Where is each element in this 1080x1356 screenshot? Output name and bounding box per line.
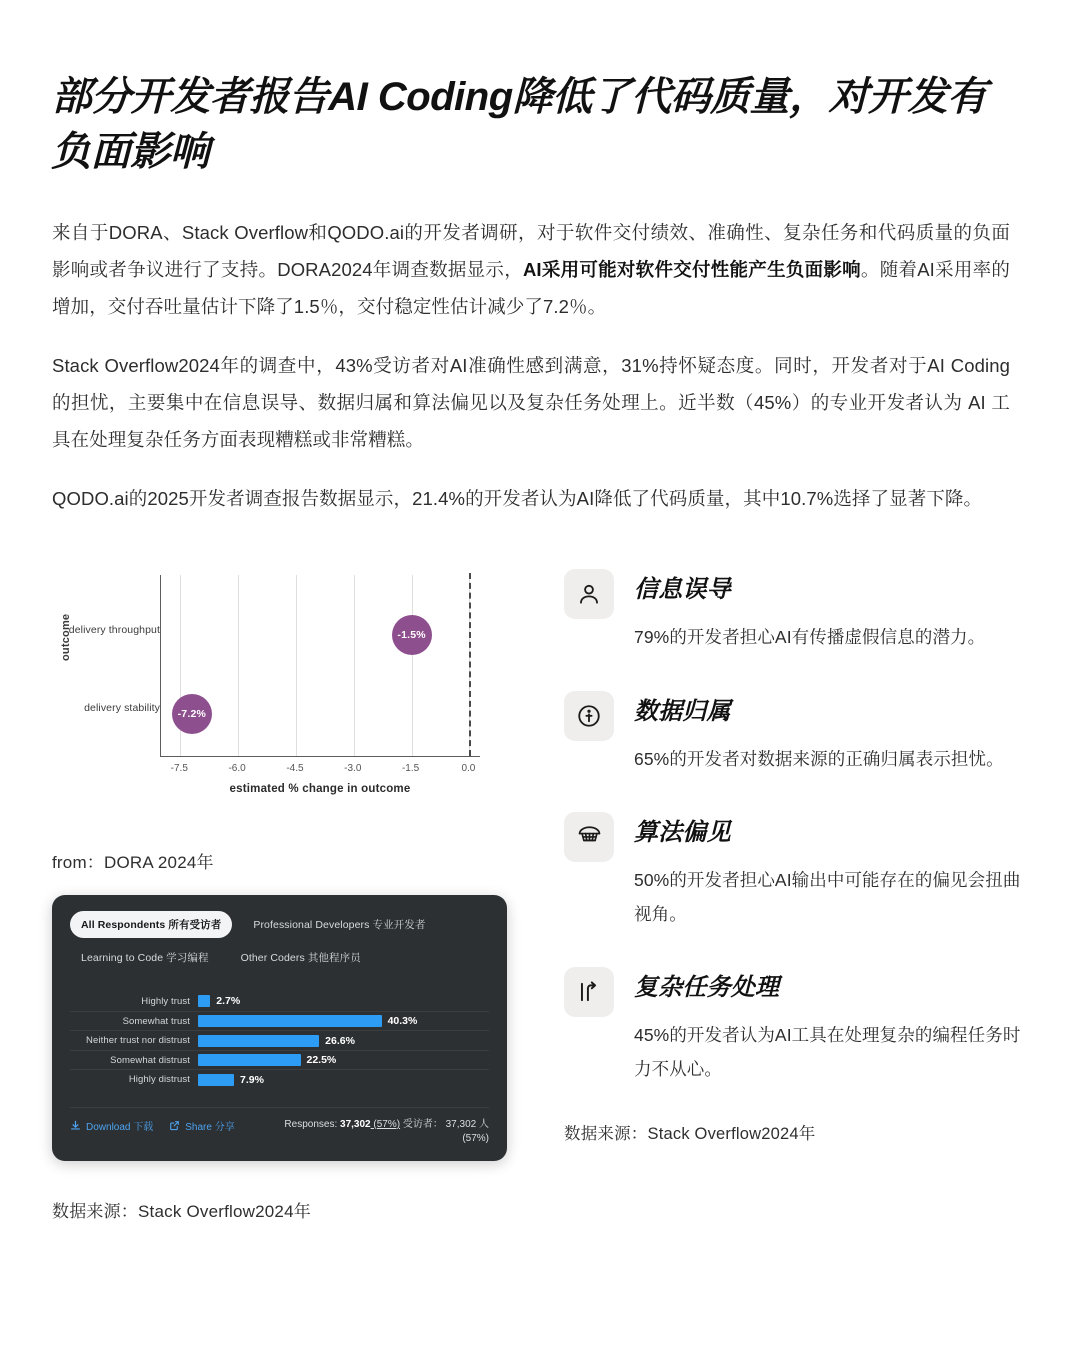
dora-zero-reference-line xyxy=(469,573,471,756)
share-label: Share 分享 xyxy=(185,1121,235,1133)
card-body xyxy=(634,689,1032,776)
card-text: 45%的开发者认为AI工具在处理复杂的编程任务时力不从心。 xyxy=(634,1024,1021,1079)
so-tab-row-2 xyxy=(70,944,489,971)
dora-x-tick-label: -3.0 xyxy=(344,763,362,775)
so-bar-value: 2.7% xyxy=(216,995,241,1008)
so-bar xyxy=(198,1015,382,1027)
so-tab-other-coders[interactable]: Other Coders 其他程序员 xyxy=(240,952,361,965)
share-button[interactable] xyxy=(169,1118,234,1133)
dora-gridline xyxy=(354,575,355,756)
card-title: 复杂任务处理 xyxy=(634,973,780,1001)
so-bar-row xyxy=(70,1069,489,1089)
so-tab-group xyxy=(70,911,489,971)
dora-y-axis-label: outcome xyxy=(60,614,72,662)
dora-gridline xyxy=(238,575,239,756)
dora-x-tick-label: -1.5 xyxy=(401,763,420,775)
card-title: 信息误导 xyxy=(634,576,731,604)
stackoverflow-chart-panel xyxy=(52,895,507,1161)
concern-card-complex-tasks xyxy=(564,965,1032,1086)
complex-task-icon xyxy=(564,967,614,1017)
so-bar-value: 26.6% xyxy=(325,1034,355,1047)
so-bar xyxy=(198,995,210,1007)
so-bar-label: Somewhat distrust xyxy=(110,1054,190,1066)
right-column-source-caption: 数据来源：Stack Overflow2024年 xyxy=(564,1125,816,1144)
so-bar-row xyxy=(70,1050,489,1070)
so-bar-track xyxy=(198,1051,489,1070)
so-bar-chart xyxy=(70,987,489,1095)
dora-category-labels xyxy=(52,567,160,757)
paragraph-1-part-c: 。随着AI采用率的增加，交付吞吐量估计下降了1.5％，交付稳定性估计减少了7.2％。 xyxy=(52,259,1010,318)
responses-prefix: Responses: xyxy=(284,1118,341,1130)
so-tab-learning-to-code[interactable]: Learning to Code 学习编程 xyxy=(81,952,209,965)
so-bar xyxy=(198,1074,234,1086)
dora-gridline xyxy=(296,575,297,756)
card-text: 50%的开发者担心AI输出中可能存在的偏见会扭曲视角。 xyxy=(634,869,1021,924)
so-bar-row xyxy=(70,1030,489,1050)
responses-cn: 受访者： 37,302 人 (57%) xyxy=(402,1118,489,1145)
dora-category-label: delivery throughput xyxy=(68,624,160,637)
so-bar-value: 22.5% xyxy=(306,1054,337,1067)
paragraph-2: Stack Overflow2024年的调查中，43%受访者对AI准确性感到满意，31%持怀疑态度。同时，开发者对于AI Coding 的担忧，主要集中在信息误导、数据归属和算法偏见以及复杂任务处理上。近半数（45%）的专业开发者认为 AI 工具在处理复杂任务方面表现糟糕或非常糟糕。 xyxy=(52,355,1010,451)
dora-source-caption: from：DORA 2024年 xyxy=(52,853,214,873)
dora-x-tick-label: -4.5 xyxy=(286,763,304,775)
person-icon xyxy=(564,569,614,619)
dora-x-tick-label: -7.5 xyxy=(170,763,188,775)
dora-category-label: delivery stability xyxy=(84,702,160,715)
paragraph-1-emphasis: AI采用可能对软件交付性能产生负面影响 xyxy=(522,259,861,281)
so-bar xyxy=(198,1035,319,1047)
so-panel-footer xyxy=(70,1107,489,1147)
download-button[interactable] xyxy=(70,1118,153,1133)
card-title: 算法偏见 xyxy=(634,818,731,846)
card-text: 65%的开发者对数据来源的正确归属表示担忧。 xyxy=(634,748,1004,769)
so-tab-all-respondents[interactable]: All Respondents 所有受访者 xyxy=(70,911,232,938)
so-bar-label: Highly trust xyxy=(141,995,190,1007)
dora-x-tick-label: -6.0 xyxy=(228,763,246,775)
card-title: 数据归属 xyxy=(634,697,731,725)
concern-card-data-attribution xyxy=(564,689,1032,776)
so-tab-row-1 xyxy=(70,911,489,938)
dora-plot-area xyxy=(160,575,480,757)
stackoverflow-source-caption: 数据来源：Stack Overflow2024年 xyxy=(52,1201,311,1221)
so-bar-label: Somewhat trust xyxy=(122,1015,190,1027)
so-bar-value: 40.3% xyxy=(387,1015,418,1028)
card-body xyxy=(634,810,1032,931)
download-label: Download 下载 xyxy=(86,1121,154,1133)
so-responses-count xyxy=(274,1118,489,1147)
share-icon xyxy=(169,1120,180,1131)
card-body xyxy=(634,567,1032,654)
page-title: 部分开发者报告AI Coding降低了代码质量，对开发有负面影响 xyxy=(51,75,987,175)
content-columns xyxy=(52,561,1028,1222)
dora-gridline xyxy=(412,575,413,756)
paragraph-3: QODO.ai的2025开发者调查报告数据显示，21.4%的开发者认为AI降低了代码质量，其中10.7%选择了显著下降。 xyxy=(52,488,983,510)
so-bar-track xyxy=(198,1012,489,1031)
responses-value: 37,302 xyxy=(340,1118,371,1130)
concern-card-algorithmic-bias xyxy=(564,810,1032,931)
right-column xyxy=(564,561,1032,1144)
responses-pct: (57%) xyxy=(370,1118,401,1130)
dora-x-tick-label: 0.0 xyxy=(461,763,476,775)
so-bar xyxy=(198,1054,301,1066)
card-body xyxy=(634,965,1032,1086)
left-column xyxy=(52,561,520,1222)
paragraph-1-part-a: 来自于DORA、Stack Overflow和QODO.ai的开发者调研，对于软件交付绩效、准确性、复杂任务和代码质量的负面影响或者争议进行了支持。DORA2024年调查数据显示， xyxy=(52,222,1010,281)
card-text: 79%的开发者担心AI有传播虚假信息的潜力。 xyxy=(634,627,986,648)
so-bar-row xyxy=(70,1011,489,1031)
so-bar-track xyxy=(198,1031,489,1050)
dora-data-point: -1.5% xyxy=(392,615,432,655)
paragraph-1 xyxy=(52,214,1010,325)
so-tab-professional-developers[interactable]: Professional Developers 专业开发者 xyxy=(253,919,426,932)
so-action-group xyxy=(70,1118,235,1133)
article-body xyxy=(52,214,1010,517)
concern-card-misinformation xyxy=(564,567,1032,654)
dora-data-point: -7.2% xyxy=(172,694,212,734)
so-bar-value: 7.9% xyxy=(239,1073,264,1086)
dora-scatter-chart xyxy=(52,567,520,812)
attribution-icon xyxy=(564,691,614,741)
download-icon xyxy=(70,1120,81,1131)
bias-net-icon xyxy=(564,812,614,862)
dora-x-axis-ticks xyxy=(160,763,480,779)
dora-x-axis-label: estimated % change in outcome xyxy=(229,783,411,796)
so-bar-label: Highly distrust xyxy=(128,1074,190,1086)
so-bar-label: Neither trust nor distrust xyxy=(86,1035,190,1047)
so-bar-track xyxy=(198,991,489,1011)
so-bar-track xyxy=(198,1070,489,1089)
so-bar-row xyxy=(70,991,489,1011)
